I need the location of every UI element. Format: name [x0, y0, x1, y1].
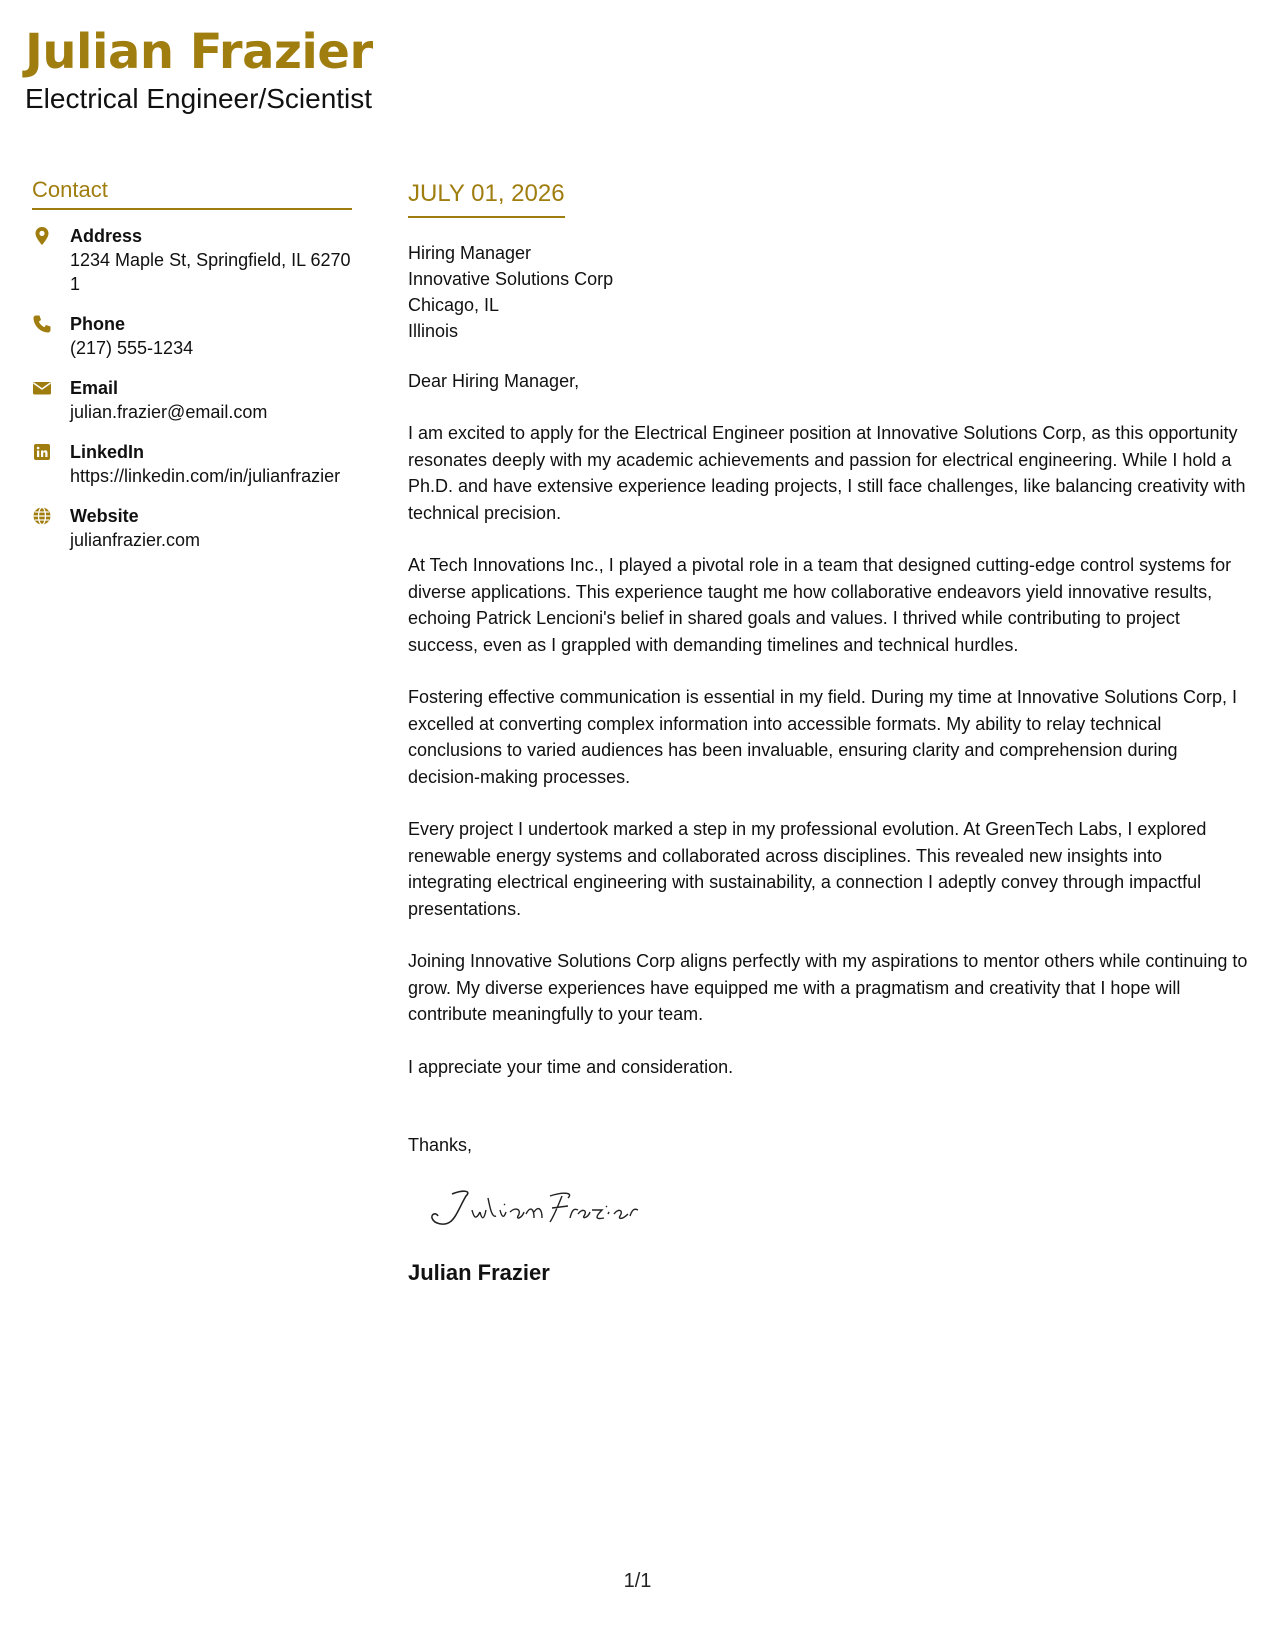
- page-number: 1/1: [623, 1570, 652, 1592]
- recipient-block: [408, 240, 1248, 344]
- letter-date: JULY 01, 2026: [408, 178, 565, 218]
- phone-value: (217) 555-1234: [70, 338, 194, 358]
- envelope-icon: [32, 376, 70, 424]
- contact-list: [32, 224, 352, 552]
- contact-label: Address: [70, 226, 143, 246]
- phone-icon: [32, 312, 70, 360]
- signer-name: Julian Frazier: [408, 1260, 550, 1285]
- recipient-line: Illinois: [408, 321, 459, 341]
- globe-icon: [32, 504, 70, 552]
- contact-label: Website: [70, 506, 139, 526]
- recipient-line: Innovative Solutions Corp: [408, 269, 614, 289]
- email-value: julian.frazier@email.com: [70, 402, 268, 422]
- recipient-line: Chicago, IL: [408, 295, 500, 315]
- greeting: Dear Hiring Manager,: [408, 371, 580, 391]
- website-value[interactable]: julianfrazier.com: [70, 530, 201, 550]
- contact-item-email: [32, 376, 352, 424]
- contact-label: Email: [70, 378, 119, 398]
- paragraph: I appreciate your time and consideration.: [408, 1056, 734, 1077]
- contact-item-phone: [32, 312, 352, 360]
- contact-label: LinkedIn: [70, 442, 145, 462]
- address-value: 1234 Maple St, Springfield, IL 62701: [70, 250, 351, 294]
- paragraph: Joining Innovative Solutions Corp aligns perfectly with my aspirations to mentor others while continuing to grow. My diverse experiences have equipped me with a pragmatism and creativity that I hope will contribute meaningfully to your team.: [408, 951, 1248, 1024]
- contact-item-website: [32, 504, 352, 552]
- paragraph: I am excited to apply for the Electrical Engineer position at Innovative Solutions Corp, as this opportunity resonates deeply with my academic achievements and passion for electrical engineering. While I hold a Ph.D. and have extensive experience leading projects, I still face challenges, like balancing creativity with technical precision.: [408, 423, 1246, 523]
- recipient-line: Hiring Manager: [408, 243, 532, 263]
- applicant-title: Electrical Engineer/Scientist: [25, 83, 373, 114]
- header: [25, 22, 373, 116]
- handwritten-signature: [422, 1184, 1248, 1239]
- paragraph: Fostering effective communication is essential in my field. During my time at Innovative Solutions Corp, I excelled at converting complex information into accessible formats. My ability to relay technical conclusions to varied audiences has been invaluable, ensuring clarity and comprehension during decision-making processes.: [408, 687, 1238, 787]
- linkedin-value[interactable]: https://linkedin.com/in/julianfrazier: [70, 466, 341, 486]
- contact-item-address: [32, 224, 352, 296]
- applicant-name: Julian Frazier: [25, 24, 373, 80]
- letter-body: [408, 178, 1248, 1287]
- contact-sidebar: [32, 176, 352, 568]
- contact-label: Phone: [70, 314, 126, 334]
- paragraph: At Tech Innovations Inc., I played a pivotal role in a team that designed cutting-edge control systems for diverse applications. This experience taught me how collaborative endeavors yield innovative results, echoing Patrick Lencioni's belief in shared goals and values. I thrived while contributing to project success, even as I grappled with demanding timelines and technical hurdles.: [408, 555, 1232, 655]
- linkedin-icon: [32, 440, 70, 488]
- closing: Thanks,: [408, 1135, 473, 1155]
- paragraph: Every project I undertook marked a step in my professional evolution. At GreenTech Labs, I explored renewable energy systems and collaborated across disciplines. This revealed new insights into integrating electrical engineering with sustainability, a connection I adeptly convey through impactful presentations.: [408, 819, 1207, 919]
- map-pin-icon: [32, 224, 70, 296]
- contact-heading: Contact: [32, 176, 352, 210]
- contact-item-linkedin: [32, 440, 352, 488]
